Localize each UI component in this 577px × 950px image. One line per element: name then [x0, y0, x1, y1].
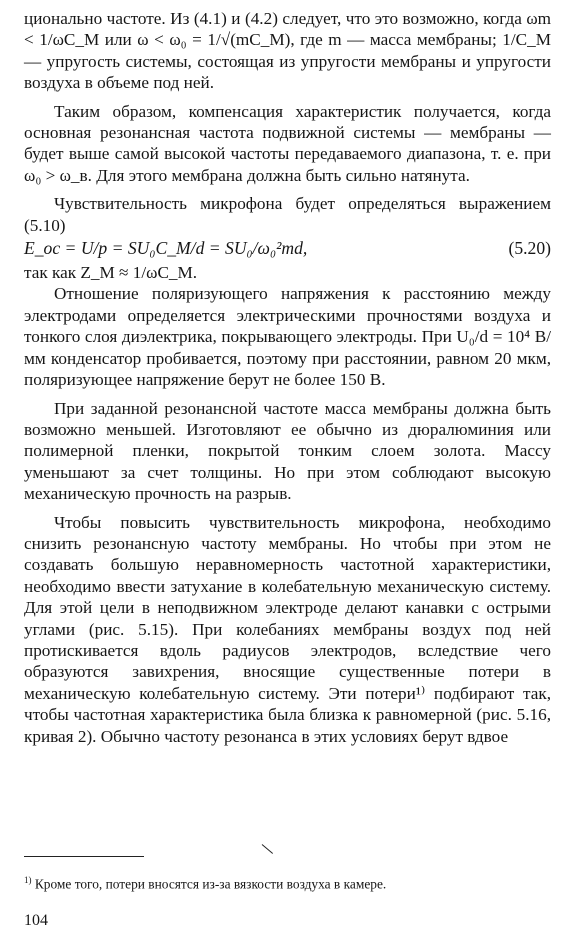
- footnote-marker: 1): [24, 875, 32, 885]
- page-number: 104: [24, 912, 48, 929]
- paragraph-1: ционально частоте. Из (4.1) и (4.2) следует, что это возможно, когда ωm < 1/ωC_M или ω < ω₀ = 1/√(mC_M), где m — масса мембраны; 1/C_M — упругость системы, состоящая из упругости мембраны и упругости воздуха в объеме под ней.: [24, 9, 551, 93]
- paragraph-5: При заданной резонансной частоте масса мембраны должна быть возможно меньшей. Изготовляют ее обычно из дюралюминия или полимерной пленки, покрытой тонким слоем золота. Массу уменьшают за счет толщины. Но при этом соблюдают высокую механическую прочность на разрыв.: [24, 398, 551, 504]
- paragraph-4: Отношение поляризующего напряжения к расстоянию между электродами определяется электрическими прочностями воздуха и тонкого слоя диэлектрика, покрывающего электроды. При U₀/d = 10⁴ В/мм конденсатор пробивается, поэтому при расстоянии, равном 20 мкм, поляризующее напряжение берут не более 150 В.: [24, 284, 551, 390]
- formula-5-20: [24, 238, 551, 261]
- print-mark: [262, 844, 273, 854]
- paragraph-6: Чтобы повысить чувствительность микрофона, необходимо снизить резонансную частоту мембраны. Но чтобы при этом не создавать большую неравномерность частотной характеристики, необходимо ввести затухание в колебательную механическую систему. Для этой цели в неподвижном электроде делают канавки с острыми углами (рис. 5.15). При колебаниях мембраны воздух под ней протискивается вдоль радиусов электродов, вследствие чего образуются завихрения, вносящие существенные потери в механическую колебательную систему. Эти потери¹⁾ подбирают так, чтобы частотная характеристика была близка к равномерной (рис. 5.16, кривая 2). Обычно частоту резонанса в этих условиях берут вдвое: [24, 512, 551, 746]
- formula-expression: E_oc = U/p = SU₀C_M/d = SU₀/ω₀²md,: [24, 238, 308, 259]
- footnote: [24, 872, 551, 892]
- main-text: [24, 8, 551, 747]
- paragraph-3: Чувствительность микрофона будет определяться выражением (5.10): [24, 194, 551, 235]
- after-formula-line: так как Z_M ≈ 1/ωC_M.: [24, 263, 198, 283]
- footnote-text: Кроме того, потери вносятся из-за вязкости воздуха в камере.: [34, 876, 387, 892]
- formula-number: (5.20): [508, 238, 551, 259]
- paragraph-2: Таким образом, компенсация характеристик получается, когда основная резонансная частота подвижной системы — мембраны — будет выше самой высокой частоты передаваемого диапазона, т. е. при ω₀ > ω_в. Для этого мембрана должна быть сильно натянута.: [24, 101, 551, 185]
- footnote-divider: [24, 856, 144, 857]
